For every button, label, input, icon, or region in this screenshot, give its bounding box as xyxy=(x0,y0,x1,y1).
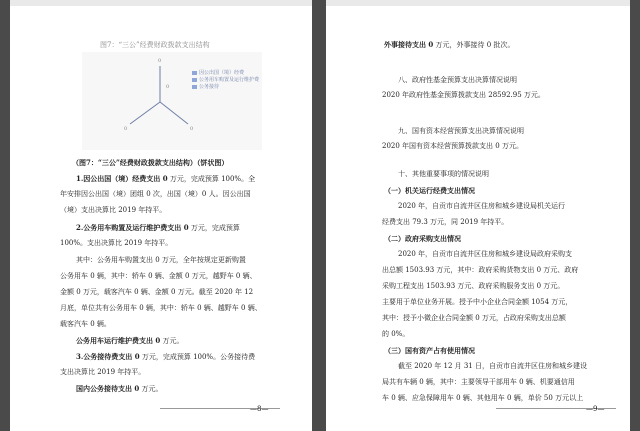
text-line xyxy=(382,330,409,339)
plain-text: 其中：授予小微企业合同金额 0 万元，占政府采购支出总额 xyxy=(382,314,566,322)
text-line xyxy=(76,223,240,233)
document-page-right xyxy=(326,0,630,431)
text-line xyxy=(382,378,575,387)
plain-text: 车 0 辆、应急保障用车 0 辆、其他用车 0 辆，单价 50 万元以上 xyxy=(382,394,584,402)
chart-axis-line xyxy=(130,102,160,124)
plain-text: 2020 年，自贡市自流井区住房和城乡建设局政府采购支 xyxy=(398,250,573,258)
text-line xyxy=(382,298,572,307)
text-line xyxy=(382,91,545,100)
text-line xyxy=(60,190,251,199)
plain-text: 2020 年政府性基金预算拨款支出 28592.95 万元。 xyxy=(382,91,545,99)
chart-title: 图7：“三公”经费财政拨款支出结构 xyxy=(100,41,210,49)
text-line xyxy=(60,206,166,215)
plain-text: （境）支出决算比 2019 年持平。 xyxy=(60,206,167,214)
plain-text: 其中：公务用车购置支出 0 万元，全年按规定更新购置 xyxy=(76,256,246,264)
pie-chart-svg xyxy=(82,52,262,150)
legend-item: 公务接待 xyxy=(192,84,259,91)
text-line xyxy=(398,127,524,136)
text-line xyxy=(398,202,565,211)
plain-text: 经费支出 79.3 万元，同 2019 年持平。 xyxy=(382,218,509,226)
plain-text: 载客汽车 0 辆。 xyxy=(60,320,111,328)
text-line xyxy=(60,272,257,281)
text-line xyxy=(382,282,564,291)
text-line xyxy=(398,362,587,371)
plain-text: 年安排因公出国（境）团组 0 次，出国（境）0 人。因公出国 xyxy=(60,190,251,198)
text-line xyxy=(60,320,111,329)
bold-text: 2.公务用车购置及运行维护费支出 0 xyxy=(76,223,189,232)
plain-text: 金额 0 万元，载客汽车 0 辆、金额 0 万元。截至 2020 年 12 xyxy=(60,288,254,296)
text-line xyxy=(382,314,566,323)
text-line xyxy=(398,170,489,179)
pie-chart-area xyxy=(82,52,262,150)
document-page-left xyxy=(10,0,312,431)
text-line xyxy=(60,368,145,377)
page-top-bar xyxy=(10,0,312,6)
plain-text: 八、政府性基金预算支出决算情况说明 xyxy=(398,76,517,84)
plain-text: 九、国有资本经营预算支出决算情况说明 xyxy=(398,127,524,135)
chart-axis-line xyxy=(160,102,188,124)
text-line xyxy=(76,352,255,362)
text-line xyxy=(398,250,572,259)
plain-text: 2020 年，自贡市自流井区住房和城乡建设局机关运行 xyxy=(398,202,566,210)
plain-text: 月底，单位共有公务用车 0 辆，其中：轿车 0 辆、越野车 0 辆、 xyxy=(60,304,262,312)
plain-text: 的 0%。 xyxy=(382,330,410,338)
text-line xyxy=(76,336,184,346)
plain-text: 万元，完成预算 100%。全 xyxy=(167,175,256,183)
text-line xyxy=(384,234,461,244)
text-line xyxy=(382,266,578,275)
plain-text: 主要用于单位业务开展。授予中小企业合同金额 1054 万元， xyxy=(382,298,573,306)
chart-tick-label: 0 xyxy=(190,126,194,132)
bold-text: （三）国有资产占有使用情况 xyxy=(384,346,475,355)
text-line xyxy=(382,218,508,227)
bold-text: 公务用车运行维护费支出 0 xyxy=(76,336,161,345)
text-line xyxy=(384,186,475,196)
plain-text: 100%。支出决算比 2019 年持平。 xyxy=(60,239,173,247)
plain-text: 采购工程支出 1503.93 万元、政府采购服务支出 0 万元。 xyxy=(382,282,565,290)
legend-item: 因公出国（境）经费 xyxy=(192,70,259,77)
text-line xyxy=(382,394,583,403)
text-line xyxy=(384,346,475,356)
plain-text: 十、其他重要事项的情况说明 xyxy=(398,170,489,178)
chart-tick-label: 0 xyxy=(124,126,128,132)
text-line xyxy=(60,239,172,248)
plain-text: 截至 2020 年 12 月 31 日，自贡市自流井区住房和城乡建设 xyxy=(398,362,587,370)
plain-text: 2020 年国有资本经营预算拨款支出 0 万元。 xyxy=(382,142,523,150)
text-line xyxy=(60,288,253,297)
chart-caption: （图7：“三公”经费财政拨款支出结构）（饼状图） xyxy=(72,158,229,167)
text-line xyxy=(76,384,163,394)
plain-text: 局共有车辆 0 辆，其中：主要领导干部用车 0 辆、机要通信用 xyxy=(382,378,575,386)
plain-text: 万元，完成预算 100%。公务接待费 xyxy=(139,353,256,361)
text-line xyxy=(384,40,514,50)
bold-text: 外事接待支出 0 xyxy=(384,40,434,49)
bold-text: 国内公务接待支出 0 xyxy=(76,384,140,393)
page-top-bar xyxy=(326,0,630,6)
chart-tick-label: 0 xyxy=(166,84,170,90)
plain-text: 支出决算比 2019 年持平。 xyxy=(60,368,146,376)
chart-tick-label: 0 xyxy=(158,58,162,64)
bold-text: 3.公务接待费支出 0 xyxy=(76,352,140,361)
plain-text: 公务用车 0 辆，其中：轿车 0 辆、金额 0 万元，越野车 0 辆、 xyxy=(60,272,257,280)
plain-text: 万元，外事接待 0 批次。 xyxy=(433,41,515,49)
bold-text: （一）机关运行经费支出情况 xyxy=(384,186,475,195)
plain-text: 万元，完成预算 xyxy=(188,224,240,232)
legend-item: 公务用车购置及运行维护费 xyxy=(192,77,259,84)
text-line xyxy=(60,304,262,313)
page-number: —9— xyxy=(586,405,605,413)
plain-text: 万元。 xyxy=(139,385,163,393)
bold-text: （二）政府采购支出情况 xyxy=(384,234,461,243)
text-line xyxy=(382,142,523,151)
plain-text: 万元。 xyxy=(160,337,184,345)
text-line xyxy=(398,76,517,85)
text-line xyxy=(76,174,255,184)
text-line xyxy=(76,256,246,265)
bold-text: 1.因公出国（境）经费支出 0 xyxy=(76,174,168,183)
chart-legend xyxy=(192,70,259,91)
plain-text: 出总额 1503.93 万元，其中：政府采购货物支出 0 万元、政府 xyxy=(382,266,579,274)
page-number: —8— xyxy=(250,405,269,413)
